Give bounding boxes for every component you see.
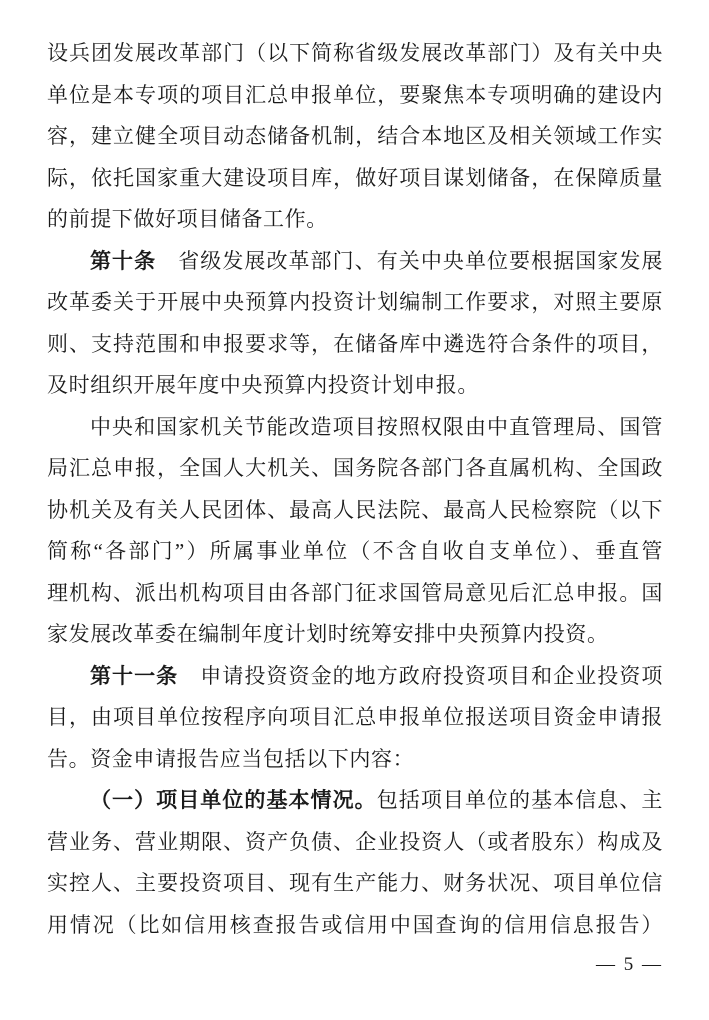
- body-text: 包括项目单位的基本信息、主: [376, 788, 663, 812]
- bold-heading-text: 第十条: [90, 248, 157, 273]
- body-text: 单位是本专项的项目汇总申报单位，要聚焦本专项明确的建设内: [47, 82, 663, 107]
- text-line: [47, 739, 663, 781]
- article-11: [47, 656, 663, 781]
- body-text: 营业务、营业期限、资产负债、企业投资人（或者股东）构成及: [47, 829, 663, 854]
- document-body: [47, 33, 663, 946]
- text-line: [47, 614, 663, 656]
- text-line: [47, 697, 663, 739]
- text-line: [47, 448, 663, 490]
- body-text: 简称“各部门”）所属事业单位（不含自收自支单位）、垂直管: [47, 539, 663, 563]
- text-line: [47, 531, 663, 573]
- text-line: [47, 863, 663, 905]
- text-line: [47, 905, 663, 947]
- body-text: 省级发展改革部门、有关中央单位要根据国家发展: [156, 248, 663, 273]
- paragraph-continuation: [47, 33, 663, 241]
- body-text: 际，依托国家重大建设项目库，做好项目谋划储备，在保障质量: [47, 165, 663, 190]
- text-line: [47, 780, 663, 822]
- body-text: 理机构、派出机构项目由各部门征求国管局意见后汇总申报。国: [47, 580, 663, 605]
- body-text: 的前提下做好项目储备工作。: [47, 207, 328, 231]
- text-line: [47, 158, 663, 200]
- text-line: [47, 33, 663, 75]
- body-text: 用情况（比如信用核查报告或信用中国查询的信用信息报告）: [47, 912, 663, 937]
- body-text: 家发展改革委在编制年度计划时统筹安排中央预算内投资。: [47, 622, 609, 646]
- body-text: 设兵团发展改革部门（以下简称省级发展改革部门）及有关中央: [47, 41, 663, 65]
- body-text: 则、支持范围和申报要求等，在储备库中遴选符合条件的项目，: [47, 331, 663, 356]
- text-line: [47, 573, 663, 615]
- item-1-project-unit-basic-info: [47, 780, 663, 946]
- body-text: 中央和国家机关节能改造项目按照权限由中直管理局、国管: [90, 414, 663, 439]
- article-10-central-agencies: [47, 407, 663, 656]
- text-line: [47, 365, 663, 407]
- article-10: [47, 241, 663, 407]
- text-line: [47, 490, 663, 532]
- body-text: 及时组织开展年度中央预算内投资计划申报。: [47, 373, 479, 397]
- bold-heading-text: （一）项目单位的基本情况。: [90, 788, 377, 812]
- text-line: [47, 324, 663, 366]
- text-line: [47, 199, 663, 241]
- body-text: 容，建立健全项目动态储备机制，结合本地区及相关领域工作实: [47, 124, 663, 148]
- text-line: [47, 407, 663, 449]
- text-line: [47, 282, 663, 324]
- body-text: 局汇总申报，全国人大机关、国务院各部门各直属机构、全国政: [47, 456, 663, 480]
- text-line: [47, 822, 663, 864]
- text-line: [47, 241, 663, 283]
- body-text: 申请投资资金的地方政府投资项目和企业投资项: [178, 663, 663, 688]
- bold-heading-text: 第十一条: [90, 663, 179, 688]
- page-number: — 5 —: [596, 954, 663, 975]
- text-line: [47, 656, 663, 698]
- body-text: 目，由项目单位按程序向项目汇总申报单位报送项目资金申请报: [47, 705, 663, 729]
- text-line: [47, 116, 663, 158]
- body-text: 改革委关于开展中央预算内投资计划编制工作要求，对照主要原: [47, 290, 663, 314]
- body-text: 实控人、主要投资项目、现有生产能力、财务状况、项目单位信: [47, 871, 663, 895]
- body-text: 协机关及有关人民团体、最高人民法院、最高人民检察院（以下: [47, 497, 663, 522]
- body-text: 告。资金申请报告应当包括以下内容：: [47, 746, 415, 771]
- text-line: [47, 75, 663, 117]
